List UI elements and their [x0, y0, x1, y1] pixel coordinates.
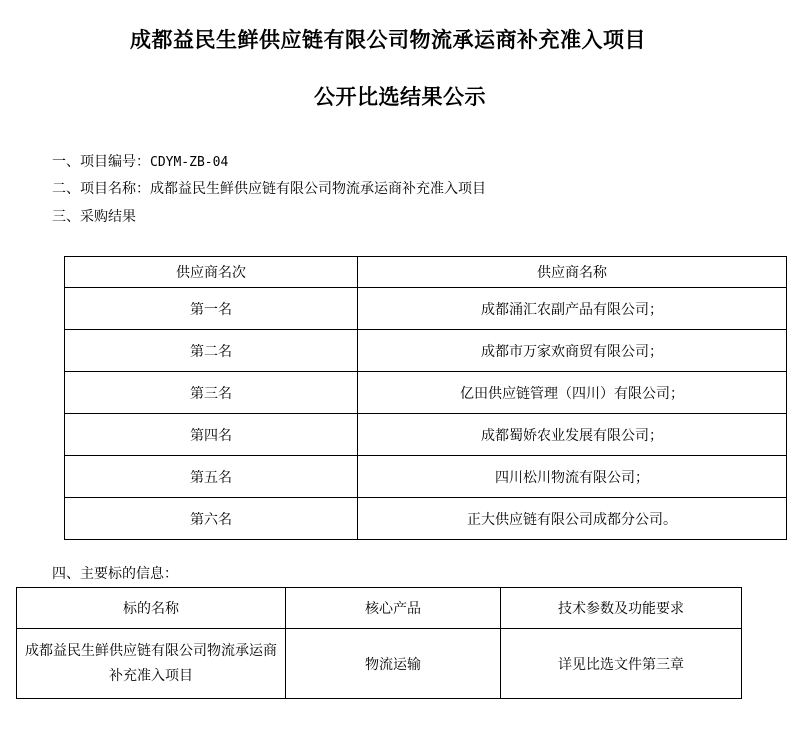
project-number-value: CDYM-ZB-04 [150, 155, 229, 170]
results-table [64, 256, 787, 540]
rank-cell: 第三名 [65, 372, 358, 414]
header-core-product: 核心产品 [286, 588, 501, 629]
supplier-cell: 成都市万家欢商贸有限公司； [358, 330, 787, 372]
project-number-line [52, 151, 228, 171]
supplier-cell: 四川松川物流有限公司； [358, 456, 787, 498]
info-table-header [17, 588, 742, 629]
core-product-cell: 物流运输 [286, 629, 501, 699]
subject-name-cell: 成都益民生鲜供应链有限公司物流承运商补充准入项目 [17, 629, 286, 699]
header-subject-name: 标的名称 [17, 588, 286, 629]
results-table-header [65, 257, 787, 288]
table-row [65, 330, 787, 372]
procurement-result-heading: 三、采购结果 [52, 209, 136, 225]
table-row [65, 372, 787, 414]
rank-cell: 第五名 [65, 456, 358, 498]
technical-requirements-cell: 详见比选文件第三章 [501, 629, 742, 699]
supplier-cell: 亿田供应链管理（四川）有限公司； [358, 372, 787, 414]
document-title: 成都益民生鲜供应链有限公司物流承运商补充准入项目 [130, 28, 646, 52]
project-number-label: 一、项目编号： [52, 154, 150, 170]
document-subtitle: 公开比选结果公示 [314, 85, 486, 109]
rank-cell: 第一名 [65, 288, 358, 330]
supplier-cell: 成都涌汇农副产品有限公司； [358, 288, 787, 330]
header-rank: 供应商名次 [65, 257, 358, 288]
table-row [65, 456, 787, 498]
rank-cell: 第二名 [65, 330, 358, 372]
rank-cell: 第四名 [65, 414, 358, 456]
main-subject-heading: 四、主要标的信息： [52, 566, 178, 582]
header-supplier: 供应商名称 [358, 257, 787, 288]
rank-cell: 第六名 [65, 498, 358, 540]
header-technical-requirements: 技术参数及功能要求 [501, 588, 742, 629]
table-row [65, 288, 787, 330]
supplier-cell: 正大供应链有限公司成都分公司。 [358, 498, 787, 540]
table-row [65, 414, 787, 456]
table-row [65, 498, 787, 540]
supplier-cell: 成都蜀娇农业发展有限公司； [358, 414, 787, 456]
subject-info-table [16, 587, 742, 699]
table-row [17, 629, 742, 699]
project-name-line: 二、项目名称：成都益民生鲜供应链有限公司物流承运商补充准入项目 [52, 181, 486, 197]
